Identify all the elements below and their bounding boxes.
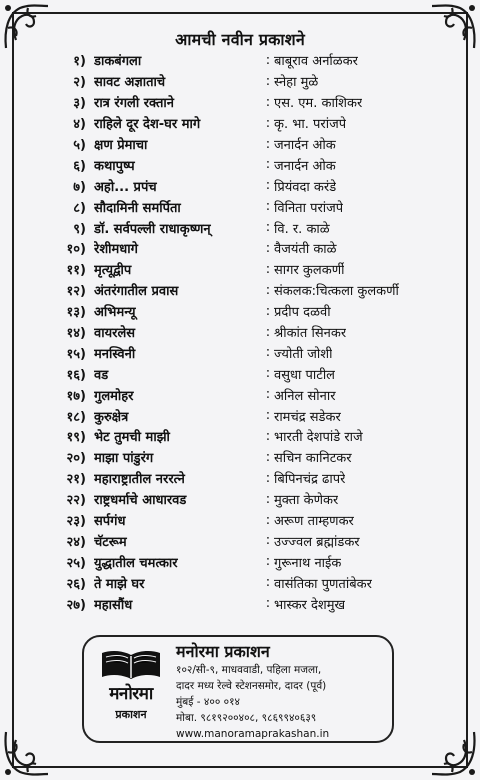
book-title: वड xyxy=(94,367,109,383)
publisher-address xyxy=(176,662,391,742)
list-item xyxy=(36,405,446,426)
publisher-name: मनोरमा प्रकाशन xyxy=(176,642,270,661)
list-item xyxy=(36,50,446,71)
book-author: गुरूनाथ नाईक xyxy=(274,555,342,571)
item-number: ११) xyxy=(66,263,86,279)
list-item xyxy=(36,280,446,301)
list-item xyxy=(36,134,446,155)
list-item xyxy=(36,384,446,405)
book-title: सौदामिनी समर्पिता xyxy=(94,200,181,216)
list-item xyxy=(36,447,446,468)
book-author: भारती देशपांडे राजे xyxy=(274,430,363,446)
book-title: मृत्यूद्वीप xyxy=(94,263,132,279)
book-title: भेट तुमची माझी xyxy=(94,430,170,446)
separator: : xyxy=(265,554,271,570)
item-number: १५) xyxy=(66,346,86,362)
item-number: १७) xyxy=(66,388,86,404)
corner-ornament-icon xyxy=(426,726,480,780)
item-number: १) xyxy=(73,54,86,70)
list-item xyxy=(36,113,446,134)
list-item xyxy=(36,217,446,238)
book-title: वायरलेस xyxy=(94,326,136,342)
separator: : xyxy=(265,115,271,131)
list-item xyxy=(36,154,446,175)
item-number: १२) xyxy=(66,284,86,300)
item-number: ८) xyxy=(73,200,86,216)
book-title: राष्ट्रधर्माचे आधारवड xyxy=(94,493,187,509)
separator: : xyxy=(265,366,271,382)
separator: : xyxy=(265,220,271,236)
item-number: १०) xyxy=(66,242,86,258)
publisher-logo xyxy=(94,647,168,735)
book-author: वि. र. काळे xyxy=(274,221,330,237)
item-number: २७) xyxy=(66,597,86,613)
list-item xyxy=(36,238,446,259)
item-number: १४) xyxy=(66,326,86,342)
item-number: २०) xyxy=(66,451,86,467)
item-number: १८) xyxy=(66,409,86,425)
book-title: युद्धातील चमत्कार xyxy=(94,555,178,571)
separator: : xyxy=(265,596,271,612)
book-author: अरूण ताम्हणकर xyxy=(274,514,354,530)
list-item xyxy=(36,322,446,343)
separator: : xyxy=(265,533,271,549)
item-number: २६) xyxy=(66,576,86,592)
separator: : xyxy=(265,303,271,319)
corner-ornament-icon xyxy=(0,726,54,780)
list-item xyxy=(36,593,446,614)
book-author: मुक्ता केणेकर xyxy=(274,493,339,509)
item-number: २१) xyxy=(66,472,86,488)
item-number: ४) xyxy=(73,117,86,133)
separator: : xyxy=(265,512,271,528)
item-number: ५) xyxy=(73,138,86,153)
book-title: माझा पांडुरंग xyxy=(94,451,154,467)
item-number: २२) xyxy=(66,493,86,509)
book-title: राहिले दूर देश-घर मागे xyxy=(94,117,201,133)
book-author: श्रीकांत सिनकर xyxy=(274,326,347,342)
address-line: १०२/सी-९, माधववाडी, पहिला मजला, xyxy=(176,664,322,676)
book-title: महाराष्ट्रातील नररत्ने xyxy=(94,472,185,488)
separator: : xyxy=(265,575,271,591)
book-title: चॅटरूम xyxy=(94,534,127,550)
logo-subtitle: प्रकाशन xyxy=(115,708,147,721)
book-author: रामचंद्र सडेकर xyxy=(274,409,341,425)
item-number: ६) xyxy=(73,158,86,174)
list-item xyxy=(36,510,446,531)
book-title: रेशीमधागे xyxy=(94,242,138,258)
list-item xyxy=(36,468,446,489)
book-author: वसुधा पाटील xyxy=(274,367,335,383)
book-title: ते माझे घर xyxy=(94,576,145,592)
item-number: २४) xyxy=(66,534,86,550)
book-title: अहो... प्रपंच xyxy=(94,179,157,195)
item-number: २) xyxy=(73,75,86,91)
book-author: संकलक:चित्कला कुलकर्णी xyxy=(274,284,399,300)
separator: : xyxy=(265,157,271,173)
book-author: स्नेहा मुळे xyxy=(274,75,319,91)
separator: : xyxy=(265,387,271,403)
book-title: डाकबंगला xyxy=(94,54,142,70)
separator: : xyxy=(265,199,271,215)
book-author: सागर कुलकर्णी xyxy=(274,263,345,279)
book-title: कथापुष्प xyxy=(94,158,135,174)
separator: : xyxy=(265,408,271,424)
separator: : xyxy=(265,345,271,361)
website-link[interactable]: www.manoramaprakashan.in xyxy=(176,728,330,740)
list-item xyxy=(36,92,446,113)
book-author: जनार्दन ओक xyxy=(274,138,336,153)
separator: : xyxy=(265,136,271,152)
book-author: बिपिनचंद्र ढापरे xyxy=(274,472,346,488)
book-author: ज्योती जोशी xyxy=(274,346,333,362)
book-title: कुरुक्षेत्र xyxy=(94,409,129,425)
book-title: मनस्विनी xyxy=(94,346,136,362)
book-icon xyxy=(94,647,168,681)
page-title: आमची नवीन प्रकाशने xyxy=(175,30,305,49)
book-list xyxy=(36,50,446,614)
separator: : xyxy=(265,491,271,507)
book-author: भास्कर देशमुख xyxy=(274,597,346,613)
list-item xyxy=(36,259,446,280)
book-author: बाबूराव अर्नाळकर xyxy=(274,54,358,70)
address-line: मुंबई - ४०० ०१४ xyxy=(176,696,240,708)
book-author: सचिन कानिटकर xyxy=(274,451,352,467)
separator: : xyxy=(265,282,271,298)
book-title: सर्पगंध xyxy=(94,514,126,530)
separator: : xyxy=(265,94,271,110)
book-author: जनार्दन ओक xyxy=(274,158,336,174)
item-number: २३) xyxy=(66,514,86,530)
separator: : xyxy=(265,73,271,89)
book-author: प्रदीप दळवी xyxy=(274,305,331,321)
book-title: सावट अज्ञाताचे xyxy=(94,75,166,91)
list-item xyxy=(36,572,446,593)
book-author: उज्ज्वल ब्रह्मांडकर xyxy=(274,534,360,550)
list-item xyxy=(36,342,446,363)
item-number: १९) xyxy=(66,430,86,446)
item-number: ९) xyxy=(73,221,86,237)
book-title: महासौंध xyxy=(94,597,133,613)
book-author: विनिता परांजपे xyxy=(274,200,344,216)
book-author: अनिल सोनार xyxy=(274,388,336,404)
book-title: डॉ. सर्वपल्ली राधाकृष्णन् xyxy=(94,221,211,237)
separator: : xyxy=(265,428,271,444)
separator: : xyxy=(265,261,271,277)
item-number: ३) xyxy=(73,96,86,112)
list-item xyxy=(36,301,446,322)
separator: : xyxy=(265,240,271,256)
book-author: कृ. भा. परांजपे xyxy=(274,117,347,133)
book-author: एस. एम. काशिकर xyxy=(274,96,363,112)
book-title: रात्र रंगली रक्ताने xyxy=(94,96,175,112)
list-item xyxy=(36,175,446,196)
item-number: २५) xyxy=(66,555,86,571)
book-title: गुलमोहर xyxy=(94,388,134,404)
list-item xyxy=(36,363,446,384)
list-item xyxy=(36,551,446,572)
list-item xyxy=(36,196,446,217)
separator: : xyxy=(265,324,271,340)
mobile-numbers: मोबा. ९८१९२००४०८, ९८६९९४०६३९ xyxy=(176,712,317,724)
item-number: १३) xyxy=(66,305,86,321)
list-item xyxy=(36,530,446,551)
separator: : xyxy=(265,449,271,465)
separator: : xyxy=(265,52,271,68)
list-item xyxy=(36,71,446,92)
publisher-box xyxy=(82,635,394,743)
list-item xyxy=(36,426,446,447)
list-item xyxy=(36,489,446,510)
book-author: प्रियंवदा करंडे xyxy=(274,179,337,195)
item-number: ७) xyxy=(73,179,86,195)
logo-word: मनोरमा xyxy=(109,684,153,704)
book-author: वैजयंती काळे xyxy=(274,242,337,258)
address-line: दादर मध्य रेल्वे स्टेशनसमोर, दादर (पूर्व) xyxy=(176,680,327,692)
separator: : xyxy=(265,178,271,194)
separator: : xyxy=(265,470,271,486)
book-title: अभिमन्यू xyxy=(94,305,136,321)
book-author: वासंतिका पुणतांबेकर xyxy=(274,576,372,592)
book-title: क्षण प्रेमाचा xyxy=(94,138,148,153)
book-title: अंतरंगातील प्रवास xyxy=(94,284,179,300)
item-number: १६) xyxy=(66,367,86,383)
